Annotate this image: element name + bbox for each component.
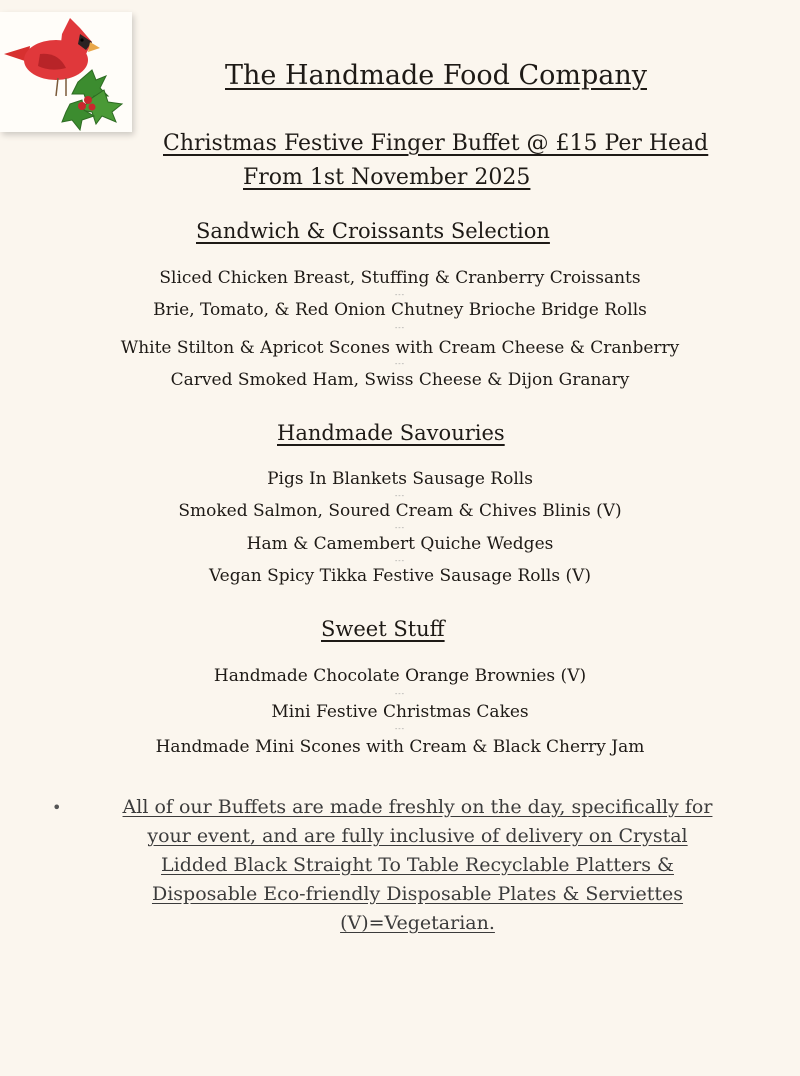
menu-item: Mini Festive Christmas Cakes (271, 702, 529, 722)
holly-icon (0, 12, 132, 132)
vegetarian-key: (V)=Vegetarian. (340, 912, 495, 934)
footer-note (95, 793, 740, 938)
footer-line: your event, and are fully inclusive of delivery on Crystal (147, 825, 688, 847)
menu-item: Handmade Chocolate Orange Brownies (V) (213, 666, 587, 686)
menu-item: Pigs In Blankets Sausage Rolls (267, 469, 533, 489)
menu-item: Brie, Tomato, & Red Onion Chutney Brioche Bridge Rolls (153, 300, 647, 320)
menu-item: Smoked Salmon, Soured Cream & Chives Blinis (V) (178, 501, 622, 521)
menu-item: Handmade Mini Scones with Cream & Black Cherry Jam (155, 737, 645, 757)
section-title-sandwiches: Sandwich & Croissants Selection (196, 219, 550, 243)
menu-item: Vegan Spicy Tikka Festive Sausage Rolls (V) (208, 566, 592, 586)
separator: --- (394, 492, 406, 500)
menu-item: Sliced Chicken Breast, Stuffing & Cranberry Croissants (159, 268, 641, 288)
buffet-title: Christmas Festive Finger Buffet @ £15 Per Head (163, 131, 709, 156)
menu-item: Ham & Camembert Quiche Wedges (246, 534, 554, 554)
separator: --- (394, 725, 406, 733)
bullet-marker: • (52, 798, 62, 817)
buffet-date: From 1st November 2025 (243, 165, 531, 190)
cardinal-card (0, 12, 132, 132)
separator: --- (394, 524, 406, 532)
separator: --- (394, 690, 406, 698)
menu-item: Carved Smoked Ham, Swiss Cheese & Dijon Granary (170, 370, 630, 390)
separator: --- (394, 291, 406, 299)
separator: --- (394, 557, 406, 565)
section-title-savouries: Handmade Savouries (277, 421, 505, 445)
company-title: The Handmade Food Company (225, 60, 647, 91)
section-title-sweet: Sweet Stuff (321, 617, 445, 641)
footer-line: Disposable Eco-friendly Disposable Plates & Serviettes (151, 883, 684, 905)
footer-line: All of our Buffets are made freshly on the day, specifically for (122, 796, 713, 818)
menu-item: White Stilton & Apricot Scones with Cream Cheese & Cranberry (120, 338, 680, 358)
separator: --- (394, 360, 406, 368)
separator: --- (394, 324, 406, 332)
footer-line: Lidded Black Straight To Table Recyclable Platters & (161, 854, 674, 876)
